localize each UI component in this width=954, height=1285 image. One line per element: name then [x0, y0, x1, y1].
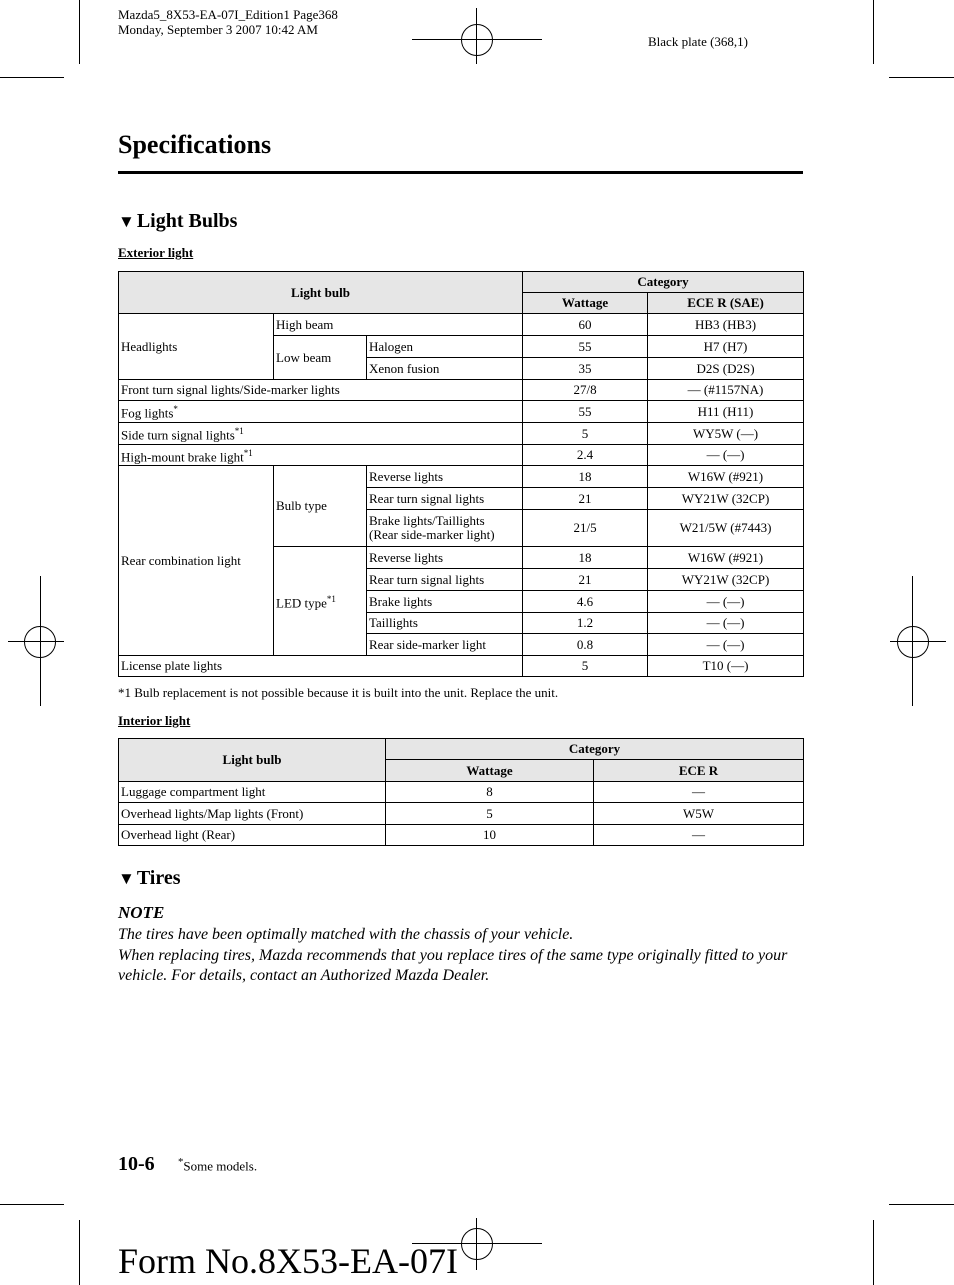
header-category: Category	[386, 739, 804, 760]
table-row: Brake lights 4.6 — (—)	[119, 591, 804, 613]
table-row: Fog lights* 55 H11 (H11)	[119, 401, 804, 423]
header-ece: ECE R	[594, 760, 804, 782]
table-row: High-mount brake light$^{*1}$ 2.4 — (—)	[119, 445, 804, 466]
note-title: NOTE	[118, 903, 165, 922]
triangle-icon: ▼	[118, 869, 135, 888]
table-row: Brake lights/Taillights (Rear side-marker light) 21/5 W21/5W (#7443)	[119, 510, 804, 547]
date-line: Monday, September 3 2007 10:42 AM	[118, 22, 318, 37]
some-models-note: *Some models.	[178, 1156, 258, 1174]
footnote-mark: *1	[243, 447, 253, 458]
table-row: Front turn signal lights/Side-marker lights 27/8 — (#1157NA)	[119, 380, 804, 401]
footnote-text: *1 Bulb replacement is not possible because it is built into the unit. Replace the unit.	[118, 685, 559, 700]
crop-mark	[79, 1220, 80, 1285]
header-light-bulb: Light bulb	[119, 272, 523, 314]
table-row: Overhead light (Rear) 10 —	[119, 825, 804, 846]
table-row: LED type$^{*1}$ Reverse lights 18 W16W (#921)	[119, 547, 804, 569]
note-text: The tires have been optimally matched with the chassis of your vehicle. When replacing tires, Mazda recommends that you replace tires of the same type originally fitted to your vehicle. For details, contact an Authorized Mazda Dealer.	[118, 926, 788, 984]
print-header-info	[118, 7, 338, 37]
page-number: 10-6	[118, 1153, 155, 1175]
header-category: Category	[523, 272, 804, 293]
footnote-mark: *1	[326, 593, 336, 604]
section-heading-tires: ▼ Tires	[118, 867, 181, 889]
footnote-mark: *1	[234, 426, 244, 437]
crop-mark	[79, 0, 80, 64]
headlights-label: Headlights	[119, 314, 274, 380]
file-name-line: Mazda5_8X53-EA-07I_Edition1 Page368	[118, 7, 338, 22]
asterisk-mark: *	[178, 1156, 184, 1168]
plate-label: Black plate (368,1)	[648, 34, 748, 49]
table-row: Side turn signal lights$^{*1}$ 5 WY5W (—)	[119, 423, 804, 445]
form-number: Form No.8X53-EA-07I	[118, 1241, 458, 1281]
page-title: Specifications	[118, 130, 272, 159]
crop-mark	[0, 77, 64, 78]
title-divider	[118, 171, 803, 174]
crop-mark	[873, 0, 874, 64]
table-row: Rear turn signal lights 21 WY21W (32CP)	[119, 569, 804, 591]
table-row: Taillights 1.2 — (—)	[119, 613, 804, 634]
crop-mark	[889, 77, 954, 78]
exterior-light-table	[118, 271, 804, 677]
table-row: License plate lights 5 T10 (—)	[119, 656, 804, 677]
triangle-icon: ▼	[118, 212, 135, 231]
table-row: Rear turn signal lights 21 WY21W (32CP)	[119, 488, 804, 510]
header-wattage: Wattage	[523, 293, 648, 314]
section-heading-light-bulbs: ▼ Light Bulbs	[118, 210, 238, 232]
table-row: Luggage compartment light 8 —	[119, 782, 804, 803]
header-wattage: Wattage	[386, 760, 594, 782]
interior-light-table	[118, 738, 804, 846]
header-light-bulb: Light bulb	[119, 739, 386, 782]
crop-mark	[873, 1220, 874, 1285]
table-row: Rear side-marker light 0.8 — (—)	[119, 634, 804, 656]
crop-mark	[0, 1204, 64, 1205]
table-row: Xenon fusion 35 D2S (D2S)	[119, 358, 804, 380]
interior-light-heading: Interior light	[118, 713, 191, 728]
table-row: Overhead lights/Map lights (Front) 5 W5W	[119, 803, 804, 825]
table-row: Rear combination light Bulb type Reverse lights 18 W16W (#921)	[119, 466, 804, 488]
asterisk-mark: *	[173, 404, 178, 415]
header-ece: ECE R (SAE)	[648, 293, 804, 314]
crop-mark	[889, 1204, 954, 1205]
table-row: Low beam Halogen 55 H7 (H7)	[119, 336, 804, 358]
rear-combination-label: Rear combination light	[119, 466, 274, 656]
table-row: Headlights High beam 60 HB3 (HB3)	[119, 314, 804, 336]
exterior-light-heading: Exterior light	[118, 245, 194, 260]
